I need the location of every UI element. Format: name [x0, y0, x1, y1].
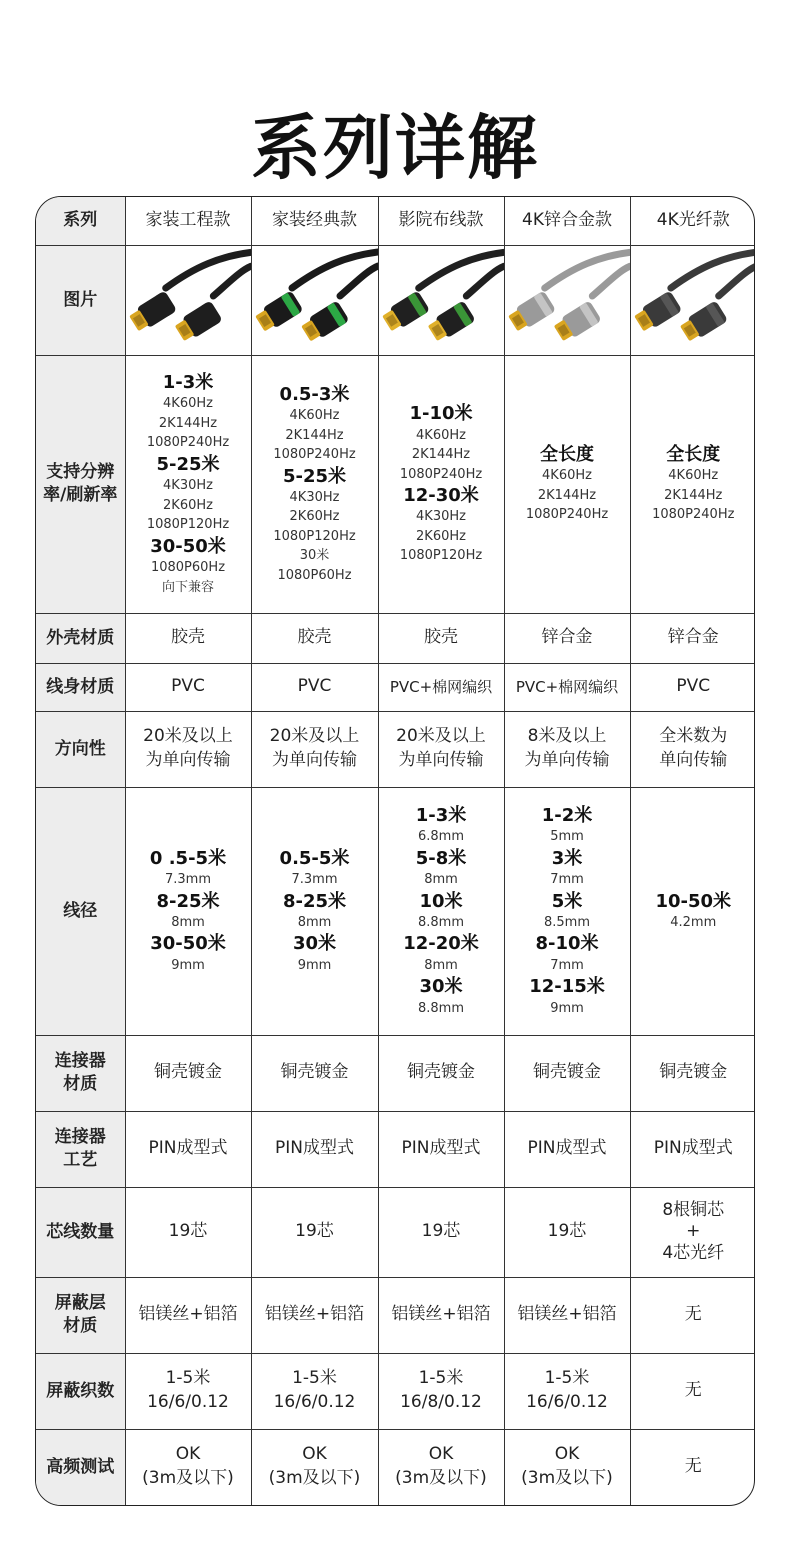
length-range-label: 30米 [292, 933, 337, 955]
spec-value: 4K60Hz [289, 408, 340, 423]
hf-test-cell [630, 1429, 755, 1505]
spec-value: 1080P240Hz [652, 507, 735, 523]
direction-cell [251, 711, 378, 787]
length-range-label: 8-25米 [282, 890, 347, 912]
shield-weave-cell [630, 1353, 755, 1429]
shell-cell: 胶壳 [378, 613, 504, 663]
body-cell: PVC [125, 663, 251, 711]
conn-material-cell: 铜壳镀金 [125, 1035, 251, 1111]
image-cell [378, 245, 504, 355]
row-label-conn-process [36, 1111, 125, 1187]
length-range-label: 0.5-3米 [279, 383, 350, 405]
spec-list [379, 804, 504, 1018]
spec-list [631, 443, 756, 525]
spec-value: 6.8mm [417, 829, 464, 845]
spec-value: 2K60Hz [289, 509, 340, 525]
cell-line: 全米数为 [659, 726, 728, 747]
label-line: 材质 [63, 1074, 98, 1094]
image-cell [251, 245, 378, 355]
spec-value: 2K60Hz [163, 497, 213, 513]
hf-test-cell [251, 1429, 378, 1505]
body-cell: PVC+棉网编织 [378, 663, 504, 711]
row-label-image: 图片 [36, 245, 125, 355]
spec-value: 1080P120Hz [273, 528, 356, 544]
spec-value: 8mm [424, 957, 458, 973]
length-range-label: 12-20米 [403, 933, 479, 955]
resolution-row [36, 355, 755, 613]
cell-line: 为单向传输 [524, 750, 610, 770]
hdmi-cable-zinc-alloy-icon [505, 246, 630, 354]
length-range-label: 5-25米 [156, 453, 220, 475]
spec-list [379, 402, 504, 566]
spec-value: 4K30Hz [289, 489, 340, 505]
shell-cell: 锌合金 [504, 613, 630, 663]
spec-value: 9mm [550, 1000, 584, 1016]
page-title: 系列详解 [251, 107, 539, 189]
conn-material-cell: 铜壳镀金 [630, 1035, 755, 1111]
conn-process-cell: PIN成型式 [251, 1111, 378, 1187]
conn-process-cell: PIN成型式 [630, 1111, 755, 1187]
label-line: 工艺 [63, 1150, 98, 1170]
spec-value: 8.8mm [417, 1000, 464, 1016]
body-row [36, 663, 755, 711]
cell-line: 为单向传输 [398, 750, 484, 770]
diameter-cell [125, 787, 251, 1035]
shield-weave-row [36, 1353, 755, 1429]
conn-material-cell: 铜壳镀金 [378, 1035, 504, 1111]
spec-list [505, 804, 630, 1018]
spec-value: 4K60Hz [668, 468, 719, 484]
hdmi-cable-braided-icon [379, 246, 504, 354]
hdmi-cable-green-ring-icon [252, 246, 378, 354]
spec-value: 4K30Hz [416, 509, 466, 525]
length-range-label: 5米 [551, 890, 583, 912]
hf-test-row [36, 1429, 755, 1505]
direction-row [36, 711, 755, 787]
cell-line: + [686, 1221, 701, 1242]
label-line: 连接器 [54, 1051, 106, 1072]
shield-material-cell: 铝镁丝+铝箔 [378, 1277, 504, 1353]
shield-material-cell: 无 [630, 1277, 755, 1353]
spec-value: 2K144Hz [285, 427, 344, 443]
spec-value: 1080P240Hz [146, 435, 230, 451]
image-row [36, 245, 755, 355]
cell-line: 为单向传输 [272, 750, 357, 770]
row-label-shell: 外壳材质 [36, 613, 125, 663]
spec-value: 1080P240Hz [525, 507, 609, 523]
header-col-2: 家装经典款 [251, 197, 378, 245]
cell-line: 20米及以上 [143, 726, 233, 747]
cell-line: 16/6/0.12 [273, 1392, 356, 1412]
body-cell: PVC [630, 663, 755, 711]
spec-value: 7.3mm [164, 872, 211, 888]
header-col-5: 4K光纤款 [630, 197, 755, 245]
spec-value: 7.3mm [291, 872, 338, 888]
shell-row [36, 613, 755, 663]
cores-cell [251, 1187, 378, 1277]
spec-value: 2K60Hz [416, 528, 466, 544]
cell-line: 1-5米 [292, 1368, 337, 1389]
cell-line: OK [175, 1444, 201, 1465]
shield-material-cell: 铝镁丝+铝箔 [251, 1277, 378, 1353]
spec-value: 2K144Hz [411, 447, 471, 462]
spec-list [126, 847, 251, 976]
image-cell [630, 245, 755, 355]
spec-list [252, 383, 378, 586]
spec-value: 4.2mm [670, 914, 717, 930]
spec-value: 2K144Hz [158, 415, 218, 431]
row-label-cores: 芯线数量 [36, 1187, 125, 1277]
spec-value: 2K144Hz [537, 487, 597, 503]
shield-material-cell: 铝镁丝+铝箔 [504, 1277, 630, 1353]
conn-process-cell: PIN成型式 [378, 1111, 504, 1187]
series-comparison-table [35, 196, 755, 1506]
label-line: 支持分辨 [46, 462, 115, 483]
spec-value: 8.5mm [543, 914, 590, 930]
shield-weave-cell [504, 1353, 630, 1429]
cores-cell [378, 1187, 504, 1277]
cell-line: 19芯 [547, 1221, 587, 1242]
row-label-direction: 方向性 [36, 711, 125, 787]
hf-test-cell [125, 1429, 251, 1505]
direction-cell [504, 711, 630, 787]
conn-process-row [36, 1111, 755, 1187]
shield-material-row [36, 1277, 755, 1353]
cell-line: 单向传输 [659, 750, 728, 770]
hf-test-cell [378, 1429, 504, 1505]
hf-test-cell [504, 1429, 630, 1505]
shell-cell: 锌合金 [630, 613, 755, 663]
cell-line: (3m及以下) [521, 1468, 613, 1489]
length-range-label: 10-50米 [655, 890, 732, 912]
cores-cell [504, 1187, 630, 1277]
resolution-cell [630, 355, 755, 613]
shell-cell: 胶壳 [251, 613, 378, 663]
spec-value: 8mm [171, 914, 205, 930]
cell-line: 16/6/0.12 [147, 1392, 229, 1412]
label-line: 率/刷新率 [43, 485, 118, 505]
header-series: 系列 [36, 197, 125, 245]
length-range-label: 3米 [551, 847, 583, 869]
hdmi-cable-black-icon [126, 246, 251, 354]
shell-cell: 胶壳 [125, 613, 251, 663]
spec-value: 8.8mm [417, 914, 464, 930]
diameter-cell [630, 787, 755, 1035]
diameter-cell [251, 787, 378, 1035]
spec-value: 4K30Hz [163, 478, 213, 494]
spec-value: 4K60Hz [163, 396, 213, 412]
length-range-label: 12-15米 [529, 976, 605, 998]
cell-line: 1-5米 [544, 1368, 590, 1389]
spec-value: 7mm [550, 957, 584, 973]
cell-line: 19芯 [421, 1221, 461, 1242]
length-range-label: 30-50米 [150, 933, 226, 955]
length-range-label: 全长度 [540, 444, 594, 466]
spec-value: 1080P120Hz [399, 548, 483, 564]
spec-value: 1080P60Hz [277, 567, 352, 583]
shield-weave-cell [251, 1353, 378, 1429]
cell-line: 8根铜芯 [662, 1200, 725, 1221]
spec-value: 8mm [297, 914, 332, 930]
direction-cell [125, 711, 251, 787]
length-range-label: 0.5-5米 [279, 847, 350, 869]
image-cell [125, 245, 251, 355]
conn-process-cell: PIN成型式 [504, 1111, 630, 1187]
conn-material-cell: 铜壳镀金 [504, 1035, 630, 1111]
image-cell [504, 245, 630, 355]
body-cell: PVC [251, 663, 378, 711]
conn-process-cell: PIN成型式 [125, 1111, 251, 1187]
length-range-label: 0 .5-5米 [149, 847, 227, 869]
header-col-4: 4K锌合金款 [504, 197, 630, 245]
cores-row [36, 1187, 755, 1277]
shield-material-cell: 铝镁丝+铝箔 [125, 1277, 251, 1353]
row-label-conn-material [36, 1035, 125, 1111]
length-range-label: 30米 [419, 976, 463, 998]
cell-line: 16/8/0.12 [400, 1392, 482, 1412]
length-range-label: 12-30米 [403, 485, 479, 506]
length-range-label: 8-10米 [535, 933, 599, 955]
cell-line: 16/6/0.12 [526, 1392, 608, 1412]
cell-line: 无 [684, 1456, 702, 1477]
cell-line: OK [302, 1444, 327, 1465]
length-range-label: 1-10米 [409, 403, 473, 425]
label-line: 屏蔽层 [54, 1293, 106, 1314]
length-range-label: 10米 [419, 890, 463, 912]
cell-line: 1-5米 [418, 1368, 464, 1389]
cell-line: (3m及以下) [268, 1468, 361, 1489]
spec-value: 1080P240Hz [399, 466, 483, 482]
length-range-label: 5-25米 [282, 465, 347, 487]
length-range-label: 8-25米 [156, 890, 220, 912]
diameter-cell [378, 787, 504, 1035]
cell-line: (3m及以下) [142, 1468, 234, 1489]
row-label-hf-test: 高频测试 [36, 1429, 125, 1505]
row-label-shield-material [36, 1277, 125, 1353]
row-label-resolution [36, 355, 125, 613]
row-label-diameter: 线径 [36, 787, 125, 1035]
cell-line: 8米及以上 [527, 726, 607, 747]
resolution-cell [378, 355, 504, 613]
diameter-row [36, 787, 755, 1035]
header-row [36, 197, 755, 245]
cores-cell [630, 1187, 755, 1277]
cell-line: (3m及以下) [395, 1468, 487, 1489]
conn-material-cell: 铜壳镀金 [251, 1035, 378, 1111]
cell-line: OK [554, 1444, 580, 1465]
resolution-cell [251, 355, 378, 613]
spec-value: 1080P120Hz [146, 517, 230, 533]
spec-list [252, 847, 378, 976]
cell-line: 1-5米 [165, 1368, 211, 1389]
spec-value: 1080P240Hz [273, 447, 356, 462]
row-label-body: 线身材质 [36, 663, 125, 711]
resolution-cell [504, 355, 630, 613]
direction-cell [630, 711, 755, 787]
label-line: 材质 [63, 1316, 98, 1336]
spec-value: 4K60Hz [416, 427, 466, 443]
resolution-cell [125, 355, 251, 613]
diameter-cell [504, 787, 630, 1035]
header-col-3: 影院布线款 [378, 197, 504, 245]
spec-value: 8mm [424, 872, 458, 888]
label-line: 连接器 [54, 1127, 106, 1148]
spec-value: 2K144Hz [664, 487, 723, 503]
length-range-label: 全长度 [666, 444, 721, 466]
body-cell: PVC+棉网编织 [504, 663, 630, 711]
cell-line: 20米及以上 [269, 726, 360, 747]
shield-weave-cell [125, 1353, 251, 1429]
length-range-label: 1-2米 [541, 804, 593, 826]
cell-line: 19芯 [295, 1221, 334, 1242]
header-col-1: 家装工程款 [125, 197, 251, 245]
cell-line: 4芯光纤 [662, 1242, 725, 1263]
cell-line: 20米及以上 [396, 726, 486, 747]
spec-list [126, 371, 251, 597]
cores-cell [125, 1187, 251, 1277]
spec-value: 向下兼容 [161, 579, 214, 595]
spec-value: 1080P60Hz [150, 560, 226, 576]
length-range-label: 30-50米 [150, 535, 226, 557]
length-range-label: 1-3米 [415, 804, 467, 826]
row-label-shield-weave: 屏蔽织数 [36, 1353, 125, 1429]
cell-line: 19芯 [168, 1221, 208, 1242]
cell-line: 无 [684, 1380, 702, 1401]
spec-list [505, 443, 630, 525]
length-range-label: 1-3米 [162, 371, 214, 393]
shield-weave-cell [378, 1353, 504, 1429]
conn-material-row [36, 1035, 755, 1111]
spec-value: 5mm [550, 829, 584, 845]
spec-value: 9mm [171, 957, 205, 973]
spec-value: 4K60Hz [542, 468, 592, 484]
cell-line: 为单向传输 [145, 750, 231, 770]
spec-value: 9mm [297, 957, 332, 973]
direction-cell [378, 711, 504, 787]
spec-value: 7mm [550, 872, 584, 888]
spec-value: 30米 [299, 548, 330, 564]
spec-list [631, 890, 756, 933]
cell-line: OK [428, 1444, 454, 1465]
length-range-label: 5-8米 [415, 847, 467, 869]
hdmi-cable-fiber-icon [631, 246, 756, 354]
